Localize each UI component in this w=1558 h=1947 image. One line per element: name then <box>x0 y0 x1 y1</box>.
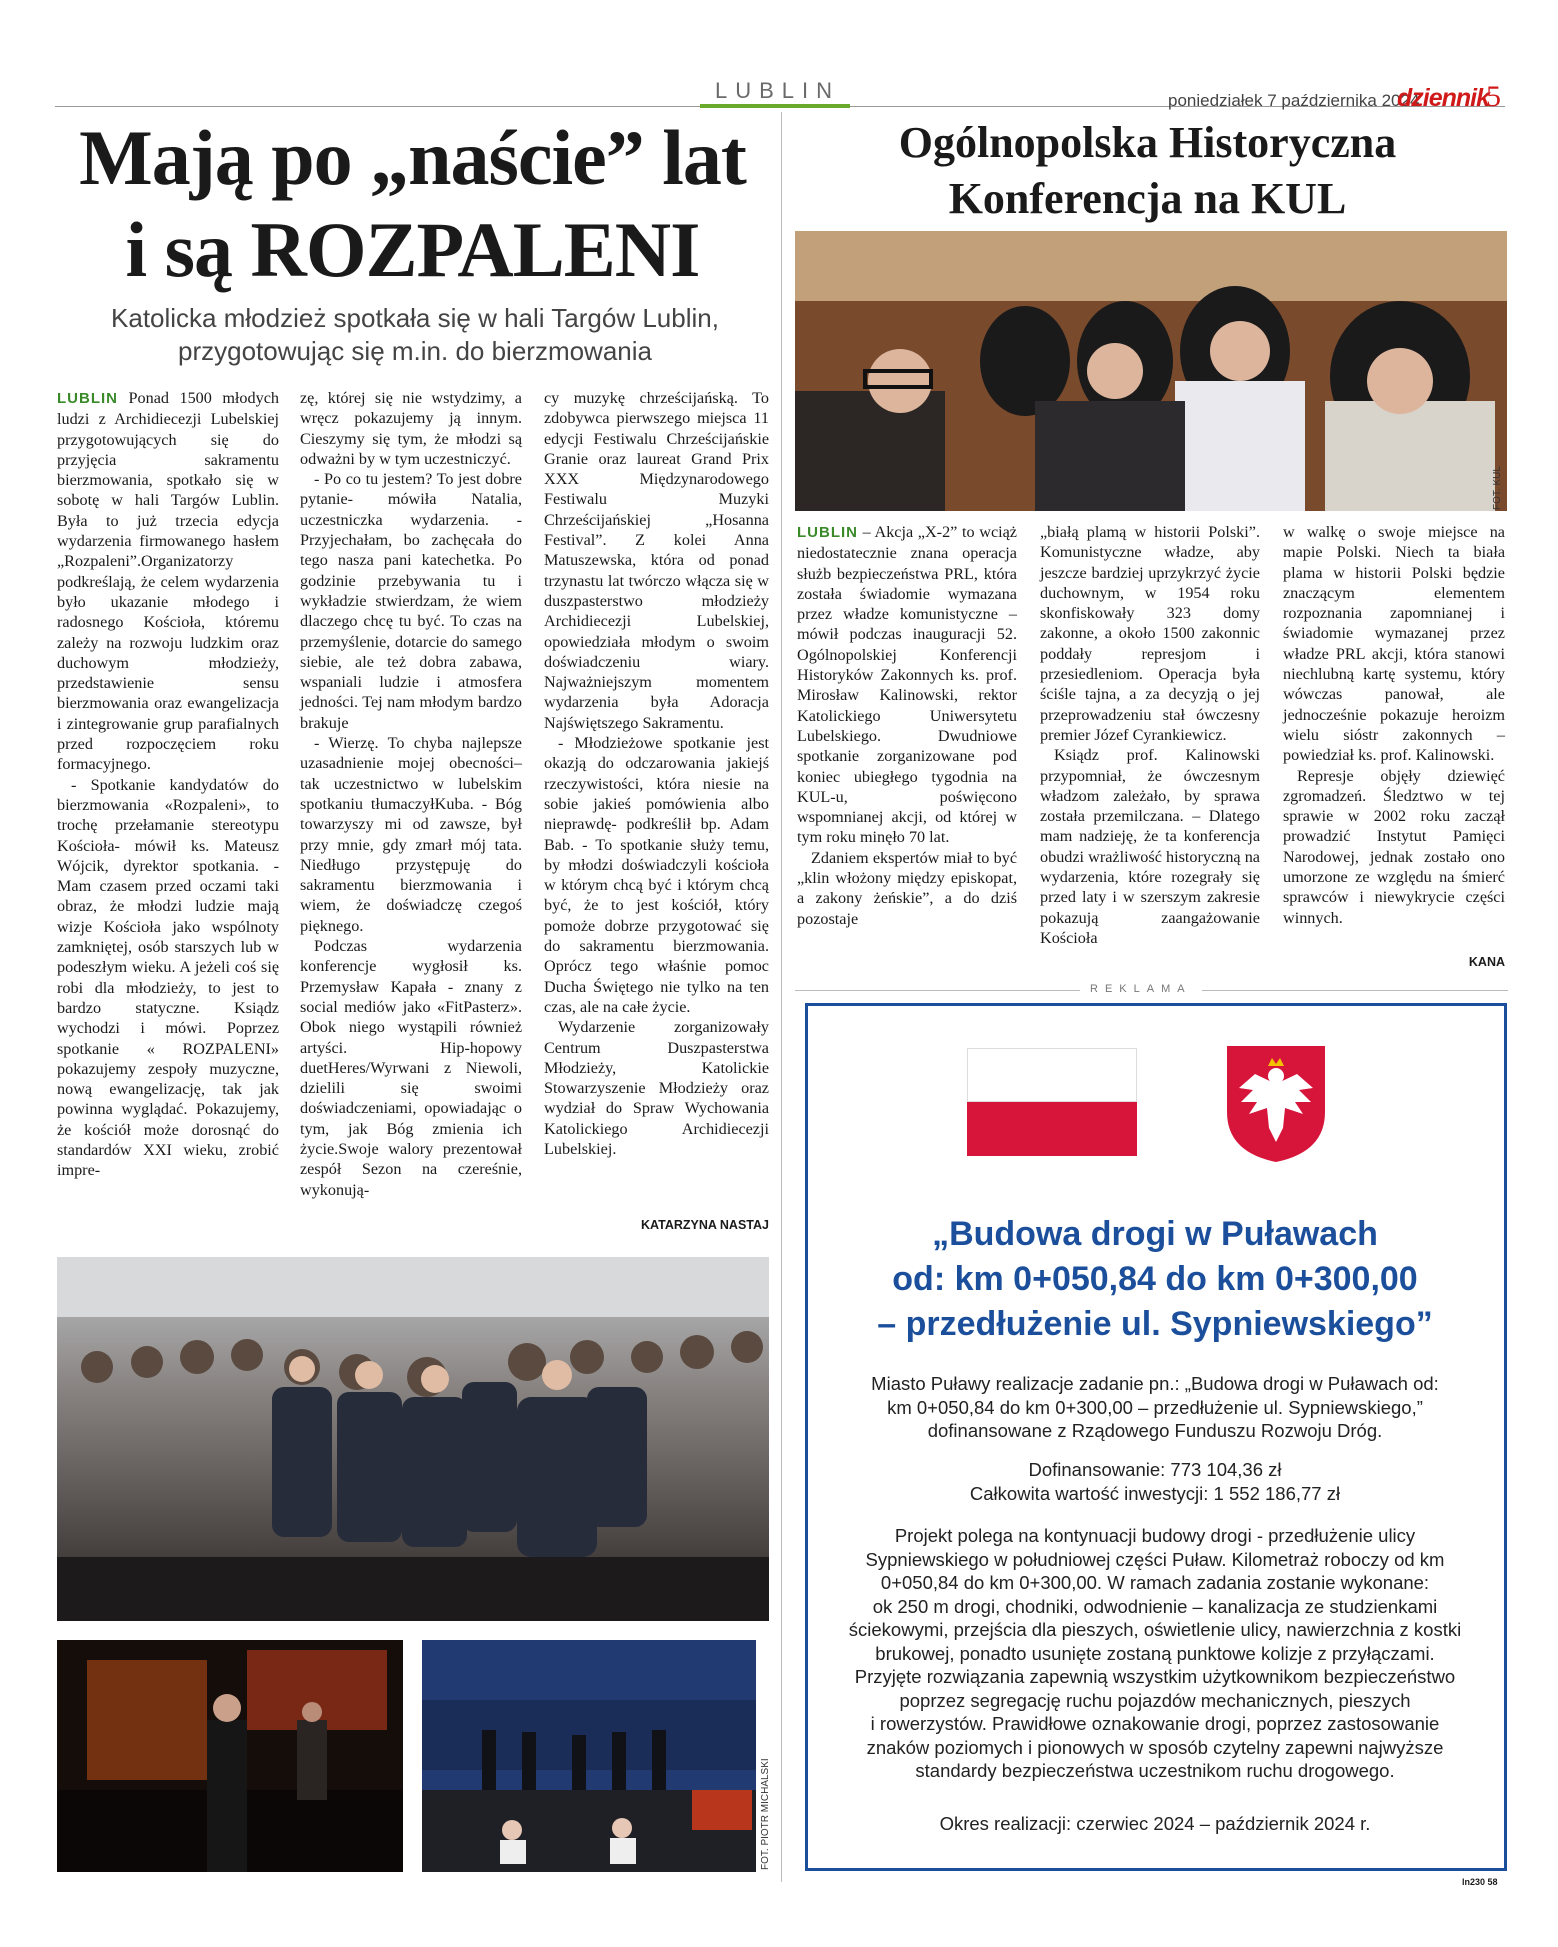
issue-date: poniedziałek 7 października 2024 <box>1168 91 1420 110</box>
ad-funding <box>810 1458 1500 1505</box>
polish-flag <box>967 1048 1137 1156</box>
headline-line-2: i są ROZPALENI <box>125 206 700 293</box>
byline: KANA <box>1468 955 1505 969</box>
conference-photo <box>795 231 1507 511</box>
ad-title-line: od: km 0+050,84 do km 0+300,00 <box>892 1260 1418 1298</box>
headline-line-1: Mają po „naście” lat <box>79 114 746 201</box>
ad-text-line: dofinansowane z Rządowego Funduszu Rozwoju Dróg. <box>927 1420 1383 1441</box>
ad-text-line: Przyjęte rozwiązania zapewnią wszystkim użytkownikom bezpieczeństwo <box>854 1666 1456 1687</box>
location-tag: LUBLIN <box>797 524 858 541</box>
right-article-column-3 <box>1283 522 1505 928</box>
paragraph: w walkę o swoje miejsce na mapie Polski. Niech ta biała plama w historii Polski będzie znaczącym elementem rozpoznania zapomnianej i świadomie wymazanej przez władze PRL akcji, która stanowi niechlubną kartę systemu, który wówczas panował, ale jednocześnie pokazuje heroizm wielu sióstr zakonnych – powiedział ks. prof. Kalinowski. <box>1283 523 1505 765</box>
headline-line-1: Ogólnopolska Historyczna <box>898 118 1397 167</box>
ad-text-line: 0+050,84 do km 0+300,00. W ramach zadania zostanie wykonane: <box>880 1572 1430 1593</box>
paragraph: „białą plamą w historii Polski”. Komunistyczne władze, aby jeszcze bardziej uprzykrzyć życie duchownym, w 1954 roku skonfiskowały 323 domy zakonne, a około 1500 zakonnic poddały represjom i przesiedleniom. Operacja była ściśle tajna, a za decyzją o jej przeprowadzeniu stał ówczesny premier Józef Cyrankiewicz. <box>1040 523 1260 744</box>
ad-label: REKLAMA <box>1080 983 1202 995</box>
left-article-column-2 <box>300 388 522 1200</box>
youth-photo <box>57 1257 769 1621</box>
ad-text-line: Sypniewskiego w południowej części Puław. Kilometraż roboczy od km <box>865 1548 1445 1570</box>
paragraph: Ksiądz prof. Kalinowski przypomniał, że ówczesnym władzom zależało, by sprawa została przemilczana. – Dlatego mam nadzieję, że ta konferencja obudzi wrażliwość historyczną na wydarzenia, które rozegrały się przed laty i w szerszym zakresie pokazują zaangażowanie Kościoła <box>1040 746 1260 947</box>
page-number: 5 <box>1486 80 1501 113</box>
left-article-column-3 <box>544 388 769 1159</box>
ad-intro <box>810 1372 1500 1443</box>
paragraph: cy muzykę chrześcijańską. To zdobywca pierwszego miejsca 11 edycji Festiwalu Chrześcijańskie Granie oraz laureat Grand Prix XXX Międzynarodowego Festiwalu Muzyki Chrześcijańskiej „Hosanna Festival”. Z kolei Anna Matuszewska, która od ponad trzynastu lat twórczo włącza się w duszpasterstwo młodzieży Archidiecezji Lubelskiej, opowiedziała młodym o swoim doświadczeniu wiary. Najważniejszym momentem wydarzenia była Adoracja Najświętszego Sakramentu. <box>544 389 769 732</box>
total-investment: Całkowita wartość inwestycji: 1 552 186,77 zł <box>969 1482 1341 1504</box>
paragraph: Zdaniem ekspertów miał to być „klin włożony między episkopat, a zakony żeńskie”, a do dziś pozostaje <box>797 848 1017 928</box>
ad-period: Okres realizacji: czerwiec 2024 – październik 2024 r. <box>939 1813 1371 1834</box>
location-tag: LUBLIN <box>57 390 118 407</box>
paragraph: - Wierzę. To chyba najlepsze uzasadnienie mojej obecności– tak uczestnictwo w lubelskim spotkaniu tłumaczyłKuba. - Bóg towarzyszy mi od zawsze, był przy mnie, gdy zmarł mój tata. Niedługo przystępuję do sakramentu bierzmowania i wiem, że doświadczę czegoś pięknego. <box>300 734 522 935</box>
brand-logo: dziennik <box>1397 84 1490 112</box>
ad-title <box>810 1212 1500 1347</box>
photo-credit: FOT. PIOTR MICHALSKI <box>760 1758 771 1870</box>
right-article-column-2 <box>1040 522 1260 948</box>
paragraph: - Spotkanie kandydatów do bierzmowania «Rozpaleni», to trochę przełamanie stereotypu Kościoła- mówił ks. Mateusz Wójcik, dyrektor spotkania. - Mam czasem przed oczami taki obraz, że młodzi ludzie mają wizje Kościoła jako wspólnoty zamkniętej, osób starszych lub w podeszłym wieku. A jeżeli coś się robi dla młodzieży, to jest to bardzo statyczne. Ksiądz wychodzi i mówi. Poprzez spotkanie « ROZPALENI» pokazujemy zespoły muzyczne, nową ewangelizację, tak jak powinna wyglądać. Pokazujemy, że kościół może dorosnąć do standardów XXI wieku, zrobić impre- <box>57 775 279 1180</box>
ad-text-line: Miasto Puławy realizacje zadanie pn.: „Budowa drogi w Puławach od: <box>871 1373 1439 1394</box>
ad-description <box>810 1524 1500 1783</box>
paragraph: Podczas wydarzenia konferencje wygłosił ks. Przemysław Kapała - znany z social mediów jako «FitPasterz». Obok niego wystąpili również artyści. Hip-hopowy duetHeres/Wyrwani z Niewoli, dzielili się swoimi doświadczeniami, opowiadając o tym, jak Bóg zmienia ich życie.Swoje walory prezentował zespół Sezon na czereśnie, wykonują- <box>300 937 522 1199</box>
ad-text-line: i rowerzystów. Prawidłowe oznakowanie drogi, poprzez zastosowanie <box>870 1713 1440 1734</box>
ad-title-line: „Budowa drogi w Puławach <box>932 1215 1378 1253</box>
paragraph: - Po co tu jestem? To jest dobre pytanie- mówiła Natalia, uczestniczka wydarzenia. - Przyjechałam, bo zachęcała do tego nasza pani katechetka. Po godzinie przebywania tu i wykładzie stwierdzam, że wiem dlaczego chcę tu być. To czas na przemyślenie, dotarcie do samego siebie, ale też dobra zabawa, wspaniali ludzie i atmosfera jedności. Tej nam młodym bardzo brakuje <box>300 470 522 732</box>
paragraph: Ponad 1500 młodych ludzi z Archidiecezji Lubelskiej przygotowujących się do przyjęcia sakramentu bierzmowania, spotkało się w sobotę w hali Targów Lublin. Była to już trzecia edycja wydarzenia firmowanego hasłem „Rozpaleni”.Organizatorzy podkreślają, że celem wydarzenia było ukazanie młodego i radosnego Kościoła, któremu zależy na rozwoju ludzkim oraz duchowym młodzieży, przedstawienie sensu bierzmowania oraz ewangelizacja i zintegrowanie grup parafialnych przed rozpoczęciem roku formacyjnego. <box>57 389 279 774</box>
byline: KATARZYNA NASTAJ <box>640 1218 769 1232</box>
paragraph: Represje objęły dziewięć zgromadzeń. Śledztwo w tej sprawie w 2002 roku zaczął prowadzić Instytut Pamięci Narodowej, jednak zostało ono umorzone ze względu na śmierć sprawców i niewykrycie części winnych. <box>1283 766 1505 927</box>
photo-credit: FOT. KUL <box>1492 466 1503 510</box>
ad-text-line: Projekt polega na kontynuacji budowy drogi - przedłużenie ulicy <box>894 1525 1416 1546</box>
right-article-column-1 <box>797 522 1017 929</box>
section-accent-bar <box>700 104 850 108</box>
paragraph: zę, której się nie wstydzimy, a wręcz pokazujemy ją innym. Cieszymy się tym, że młodzi są odważni by w tym uczestniczyć. <box>300 389 522 468</box>
funding-amount: Dofinansowanie: 773 104,36 zł <box>1028 1459 1282 1480</box>
ad-title-line: – przedłużenie ul. Sypniewskiego” <box>877 1305 1433 1343</box>
ad-text-line: km 0+050,84 do km 0+300,00 – przedłużenie ul. Sypniewskiego,” <box>887 1396 1423 1418</box>
subhead-line-1: Katolicka młodzież spotkała się w hali Targów Lublin, <box>111 303 719 333</box>
article-headline <box>55 112 770 296</box>
article-subhead <box>60 302 770 368</box>
left-article-column-1 <box>57 388 279 1181</box>
group-stage-photo <box>422 1640 756 1872</box>
headline-line-2: Konferencja na KUL <box>948 174 1347 223</box>
ad-text-line: ok 250 m drogi, chodniki, odwodnienie – kanalizacja ze studzienkami <box>872 1595 1438 1617</box>
section-label: LUBLIN <box>715 78 841 103</box>
right-article-headline <box>790 115 1505 227</box>
priest-stage-photo <box>57 1640 403 1872</box>
paragraph: Wydarzenie zorganizowały Centrum Duszpasterstwa Młodzieży, Katolickie Stowarzyszenie Młodzieży oraz wydział do Spraw Wychowania Katolickiego Archidiecezji Lubelskiej. <box>544 1018 769 1158</box>
ad-code: ln230 58 <box>1462 1877 1498 1887</box>
ad-text-line: ściekowymi, przejścia dla pieszych, oświetlenie ulicy, nawierzchnia z kostki <box>848 1619 1462 1640</box>
paragraph: – Akcja „X-2” to wciąż niedostatecznie znana operacja służb bezpieczeństwa PRL, która została świadomie wymazana przez władze komunistyczne – mówił podczas inauguracji 52. Ogólnopolskiej Konferencji Historyków Zakonnych ks. prof. Mirosław Kalinowski, rektor Katolickiego Uniwersytetu Lubelskiego. Dwudniowe spotkanie zorganizowane pod koniec ubiegłego tygodnia na KUL-u, poświęcono wspomnianej akcji, od której w tym roku minęło 70 lat. <box>797 523 1017 847</box>
paragraph: - Młodzieżowe spotkanie jest okazją do odczarowania jakiejś rzeczywistości, która niesie na sobie jakieś pomówienia albo nieprawdę- podkreślił bp. Adam Bab. - To spotkanie służy temu, by młodzi doświadczyli kościoła w którym chcą być i którym chcą być, że to jest kościół, który pomoże dobrze przygotować się do sakramentu bierzmowania. Oprócz tego właśnie pomoc Ducha Świętego nie tylko na ten czas, ale na całe życie. <box>544 734 769 1016</box>
ad-text-line: znaków poziomych i pionowych w sposób czytelny zapewni najwyższe <box>866 1736 1444 1758</box>
ad-text-line: poprzez segregację ruchu pojazdów mechanicznych, pieszych <box>899 1689 1411 1711</box>
column-divider <box>781 112 782 1882</box>
ad-text-line: standardy bezpieczeństwa uczestnikom ruchu drogowego. <box>915 1760 1395 1781</box>
subhead-line-2: przygotowując się m.in. do bierzmowania <box>178 336 652 366</box>
ad-text-line: brukowej, ponadto usunięte zostaną punktowe kolizje z przyłączami. <box>875 1642 1435 1664</box>
polish-coat-of-arms <box>1225 1044 1327 1169</box>
